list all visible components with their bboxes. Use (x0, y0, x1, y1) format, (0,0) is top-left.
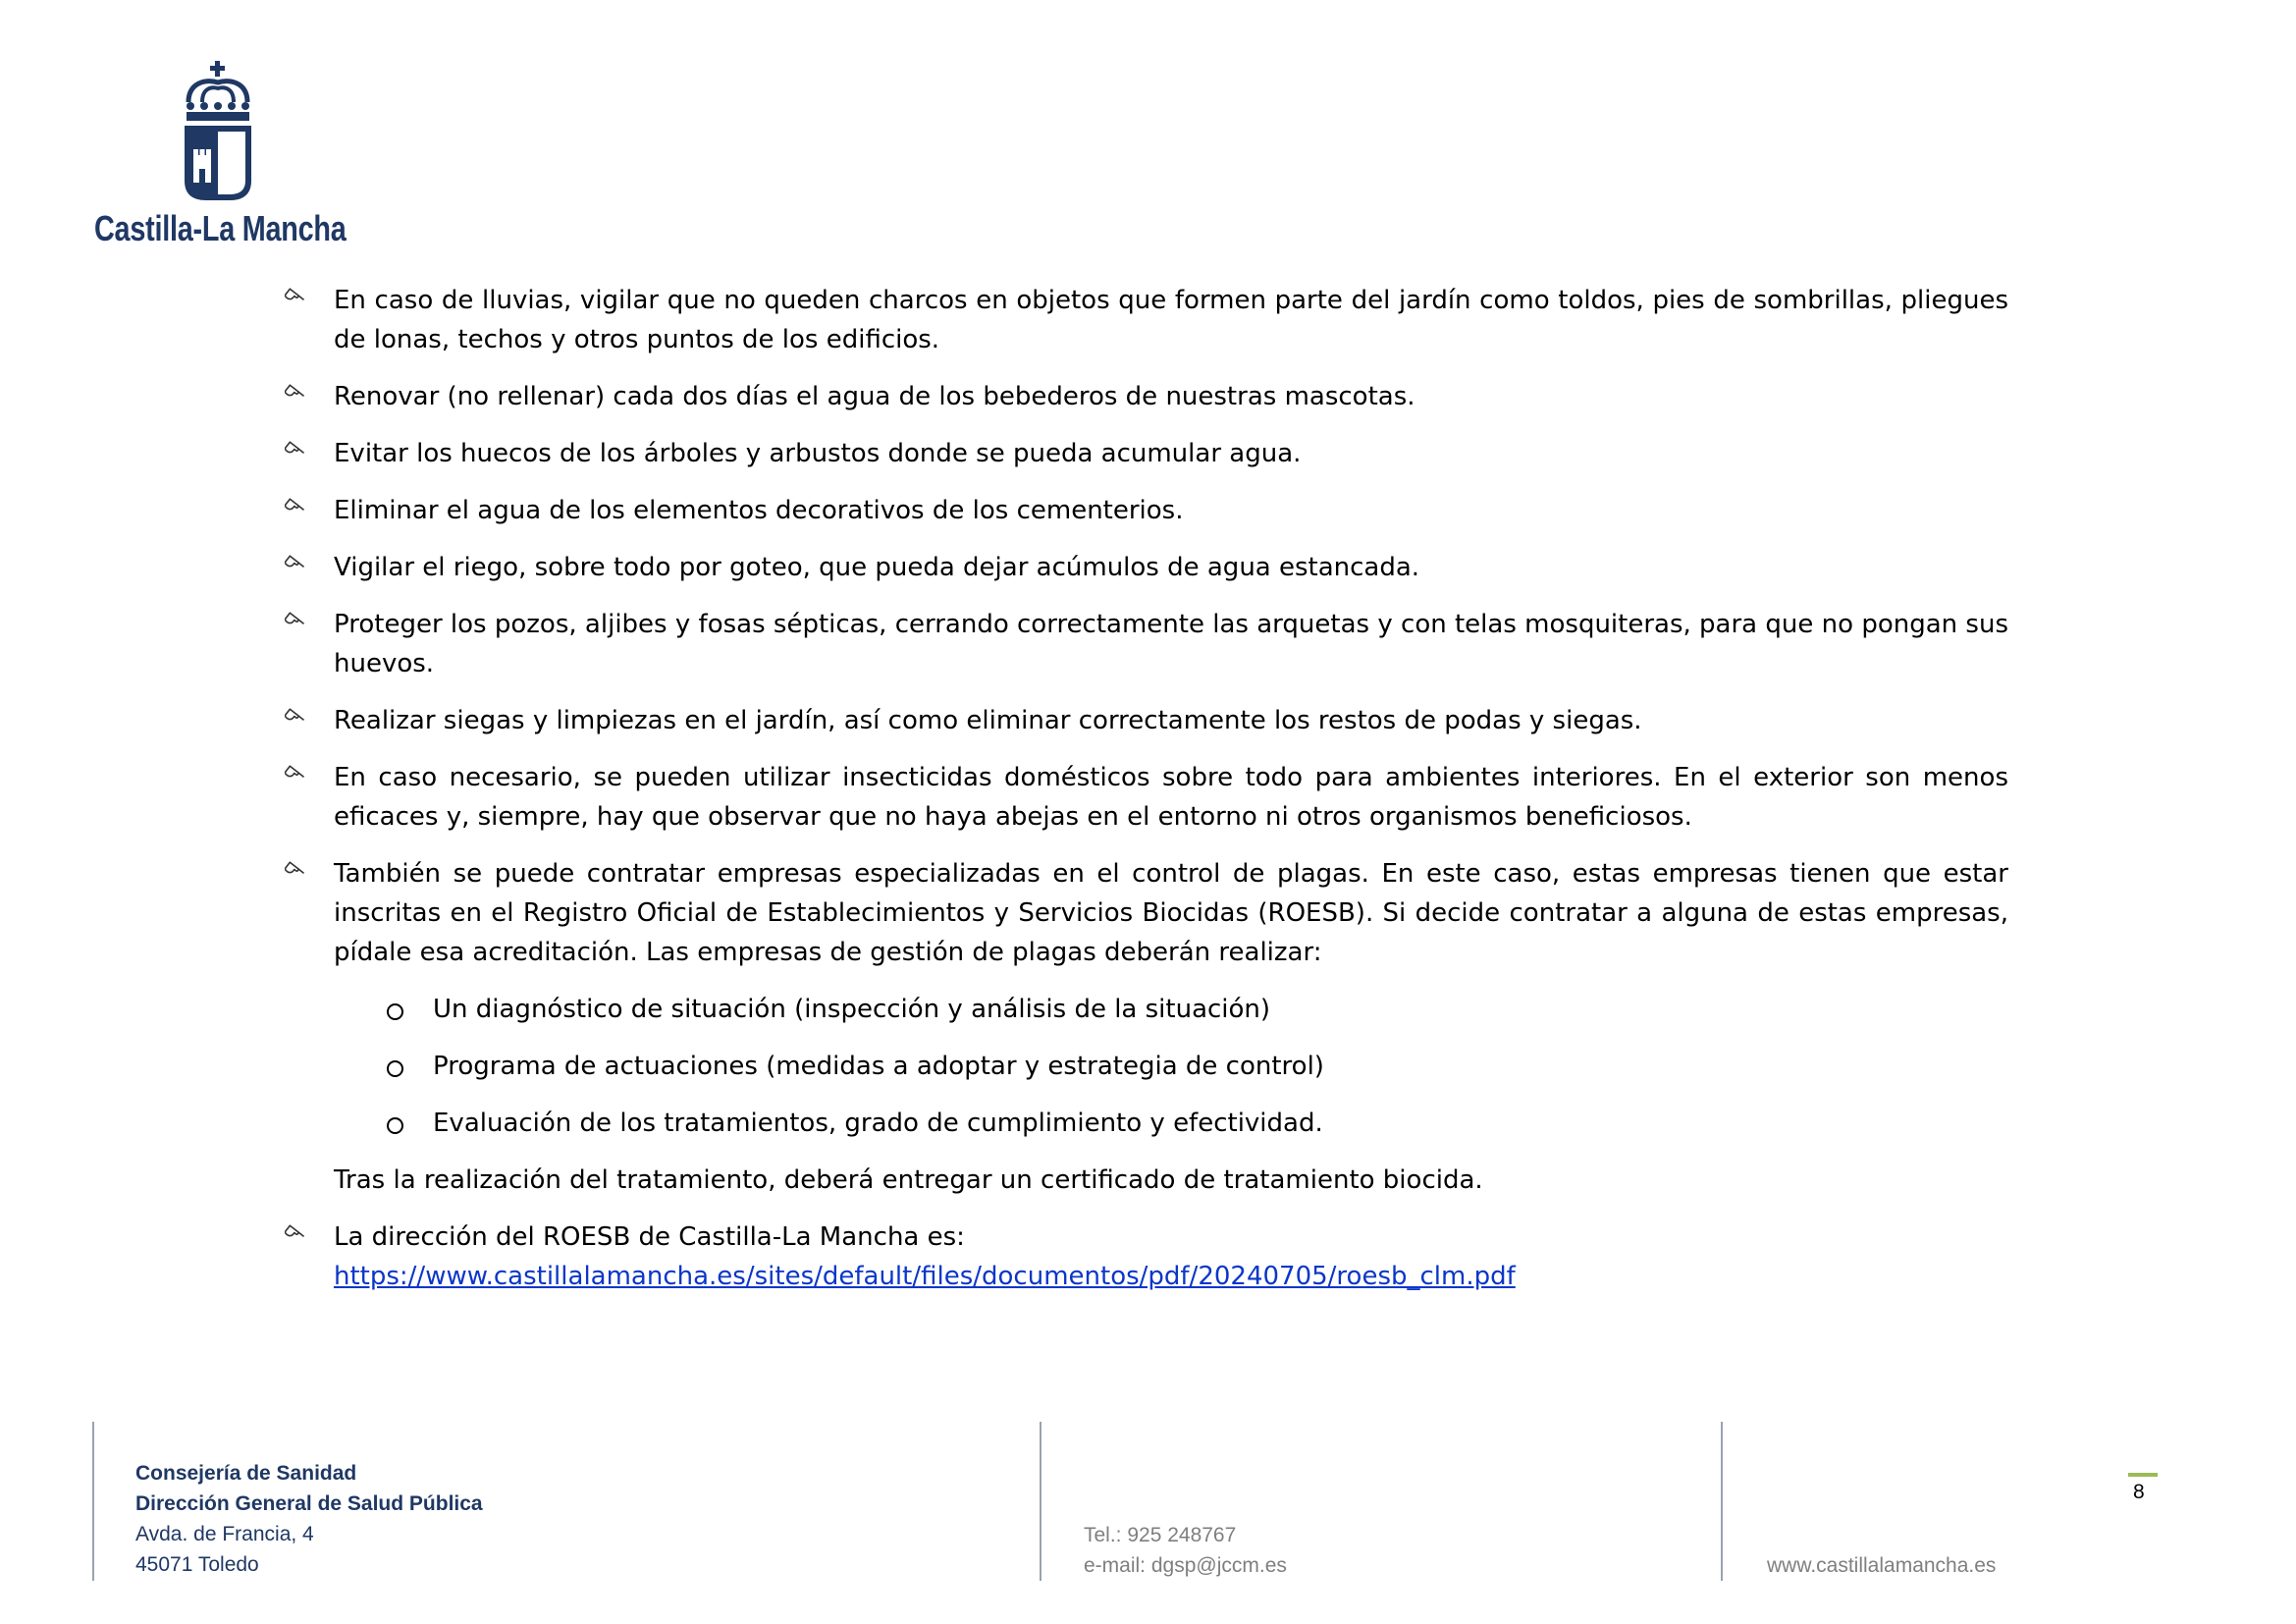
sub-list-item (285, 1047, 2008, 1086)
footer-dept-subname: Dirección General de Salud Pública (135, 1492, 483, 1515)
logo (90, 59, 346, 255)
list-item (285, 548, 2008, 587)
pointing-hand-icon (285, 438, 308, 461)
footer-department (135, 1458, 483, 1580)
footer-tel: Tel.: 925 248767 (1084, 1524, 1237, 1546)
sub-list-item-text: Programa de actuaciones (medidas a adoptar y estrategia de control) (433, 1052, 1324, 1081)
logo-text: Castilla-La Mancha (94, 208, 347, 248)
list-item (285, 854, 2008, 972)
footer-website: www.castillalamancha.es (1767, 1554, 1997, 1577)
list-item-roesb (285, 1218, 2008, 1296)
list-item-text: Evitar los huecos de los árboles y arbustos donde se pueda acumular agua. (334, 439, 1302, 468)
footer-dept-name: Consejería de Sanidad (135, 1462, 357, 1485)
list-item (285, 605, 2008, 683)
list-item-text: También se puede contratar empresas especializadas en el control de plagas. En este caso, estas empresas tienen que estar inscritas en el Registro Oficial de Establecimientos y Servicios Biocidas (ROESB). Si decide contratar a alguna de estas empresas, pídale esa acreditación. Las empresas de gestión de plagas deberán realizar: (334, 859, 2008, 967)
sub-list-item-text: Un diagnóstico de situación (inspección y análisis de la situación) (433, 995, 1271, 1024)
list-item-text: En caso de lluvias, vigilar que no queden charcos en objetos que formen parte del jardín como toldos, pies de sombrillas, pliegues de lonas, techos y otros puntos de los edificios. (334, 286, 2008, 354)
sub-list-item-text: Evaluación de los tratamientos, grado de cumplimiento y efectividad. (433, 1109, 1323, 1138)
pointing-hand-icon (285, 762, 308, 785)
page-number: 8 (2133, 1481, 2145, 1503)
footer-divider (92, 1422, 94, 1581)
footer-email: e-mail: dgsp@jccm.es (1084, 1554, 1287, 1577)
circle-bullet-icon (387, 1060, 403, 1077)
pointing-hand-icon (285, 381, 308, 405)
roesb-text: La dirección del ROESB de Castilla-La Mancha es: (334, 1222, 965, 1252)
list-item-text: Renovar (no rellenar) cada dos días el agua de los bebederos de nuestras mascotas. (334, 382, 1415, 411)
list-item (285, 491, 2008, 530)
list-item (285, 377, 2008, 416)
footer-contact (1084, 1520, 1287, 1581)
footer-city: 45071 Toledo (135, 1553, 259, 1576)
list-item-text: Realizar siegas y limpiezas en el jardín, así como eliminar correctamente los restos de podas y siegas. (334, 706, 1642, 735)
pointing-hand-icon (285, 609, 308, 632)
footer-address: Avda. de Francia, 4 (135, 1523, 314, 1545)
list-item (285, 434, 2008, 473)
list-item-text: En caso necesario, se pueden utilizar insecticidas domésticos sobre todo para ambientes interiores. En el exterior son menos eficaces y, siempre, hay que observar que no haya abejas en el entorno ni otros organismos beneficiosos. (334, 763, 2008, 832)
circle-bullet-icon (387, 1117, 403, 1134)
castilla-la-mancha-crest-icon (179, 59, 257, 206)
list-item (285, 701, 2008, 740)
pointing-hand-icon (285, 858, 308, 882)
pointing-hand-icon (285, 495, 308, 518)
sub-list-item (285, 990, 2008, 1029)
treatment-note: Tras la realización del tratamiento, deberá entregar un certificado de tratamiento biocida. (334, 1165, 1483, 1195)
footer-divider (1721, 1422, 1723, 1581)
circle-bullet-icon (387, 1003, 403, 1020)
roesb-link[interactable]: https://www.castillalamancha.es/sites/default/files/documentos/pdf/20240705/roesb_clm.pdf (334, 1262, 1516, 1291)
list-item-text: Eliminar el agua de los elementos decorativos de los cementerios. (334, 496, 1184, 525)
document-body (285, 281, 2008, 1314)
page-number-bar (2128, 1473, 2158, 1477)
list-item (285, 758, 2008, 837)
list-item-text: Vigilar el riego, sobre todo por goteo, que pueda dejar acúmulos de agua estancada. (334, 553, 1420, 582)
footer-divider (1040, 1422, 1041, 1581)
sub-list-item (285, 1104, 2008, 1143)
list-item (285, 281, 2008, 359)
list-item-text: Proteger los pozos, aljibes y fosas sépticas, cerrando correctamente las arquetas y con telas mosquiteras, para que no pongan sus huevos. (334, 610, 2008, 678)
pointing-hand-icon (285, 285, 308, 308)
pointing-hand-icon (285, 552, 308, 575)
pointing-hand-icon (285, 705, 308, 729)
pointing-hand-icon (285, 1221, 308, 1245)
